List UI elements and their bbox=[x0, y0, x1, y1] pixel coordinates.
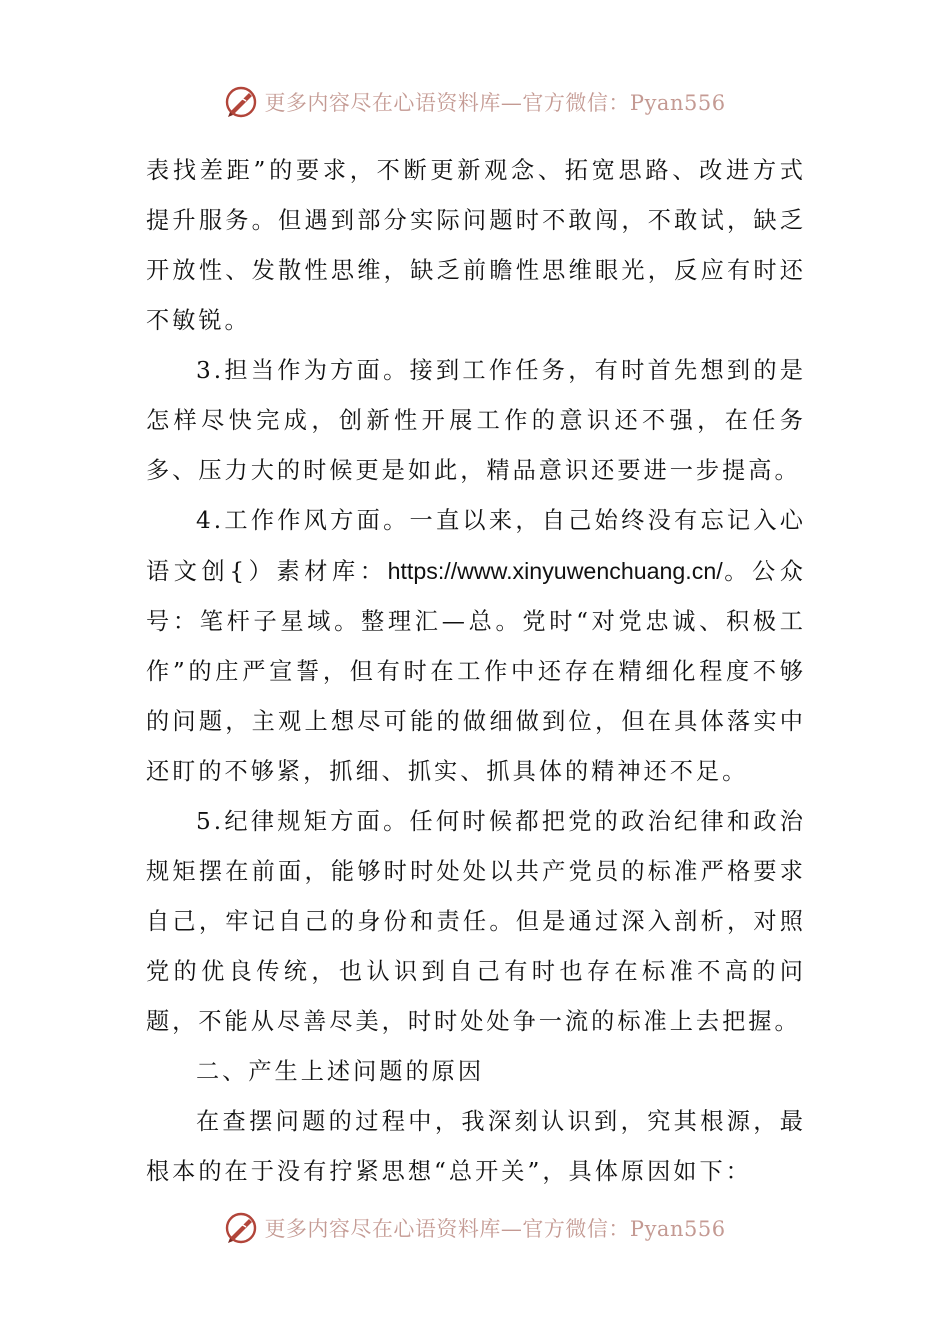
header-watermark bbox=[0, 82, 950, 122]
pen-logo-icon bbox=[224, 85, 258, 119]
paragraph-3-text-before: 4.工作作风方面。一直以来，自己始终没有忘记入心语文创{）素材库： bbox=[146, 507, 806, 585]
paragraph-5: 在查摆问题的过程中，我深刻认识到，究其根源，最根本的在于没有拧紧思想“总开关”，具体原因如下： bbox=[146, 1108, 806, 1185]
section-heading: 二、产生上述问题的原因 bbox=[196, 1058, 485, 1085]
footer-watermark-text: 更多内容尽在心语资料库—官方微信：Pyan556 bbox=[264, 1217, 726, 1241]
document-body bbox=[146, 146, 806, 1197]
paragraph-3 bbox=[146, 496, 806, 797]
paragraph-1: 表找差距”的要求，不断更新观念、拓宽思路、改进方式提升服务。但遇到部分实际问题时不敢闯，不敢试，缺乏开放性、发散性思维，缺乏前瞻性思维眼光，反应有时还不敏锐。 bbox=[146, 157, 806, 334]
header-watermark-text: 更多内容尽在心语资料库—官方微信：Pyan556 bbox=[264, 91, 726, 115]
paragraph-3-text-after: 。公众号：笔杆子星域。整理汇—总。党时“对党忠诚、积极工作”的庄严宣誓，但有时在工作中还存在精细化程度不够的问题，主观上想尽可能的做细做到位，但在具体落实中还盯的不够紧，抓细、抓实、抓具体的精神还不足。 bbox=[146, 558, 806, 785]
pen-logo-icon bbox=[224, 1211, 258, 1245]
footer-watermark bbox=[0, 1208, 950, 1248]
paragraph-4: 5.纪律规矩方面。任何时候都把党的政治纪律和政治规矩摆在前面，能够时时处处以共产党员的标准严格要求自己，牢记自己的身份和责任。但是通过深入剖析，对照党的优良传统，也认识到自己有时也存在标准不高的问题，不能从尽善尽美，时时处处争一流的标准上去把握。 bbox=[146, 808, 806, 1035]
paragraph-2: 3.担当作为方面。接到工作任务，有时首先想到的是怎样尽快完成，创新性开展工作的意识还不强，在任务多、压力大的时候更是如此，精品意识还要进一步提高。 bbox=[146, 357, 806, 484]
source-url: https://www.xinyuwenchuang.cn/ bbox=[387, 558, 723, 584]
